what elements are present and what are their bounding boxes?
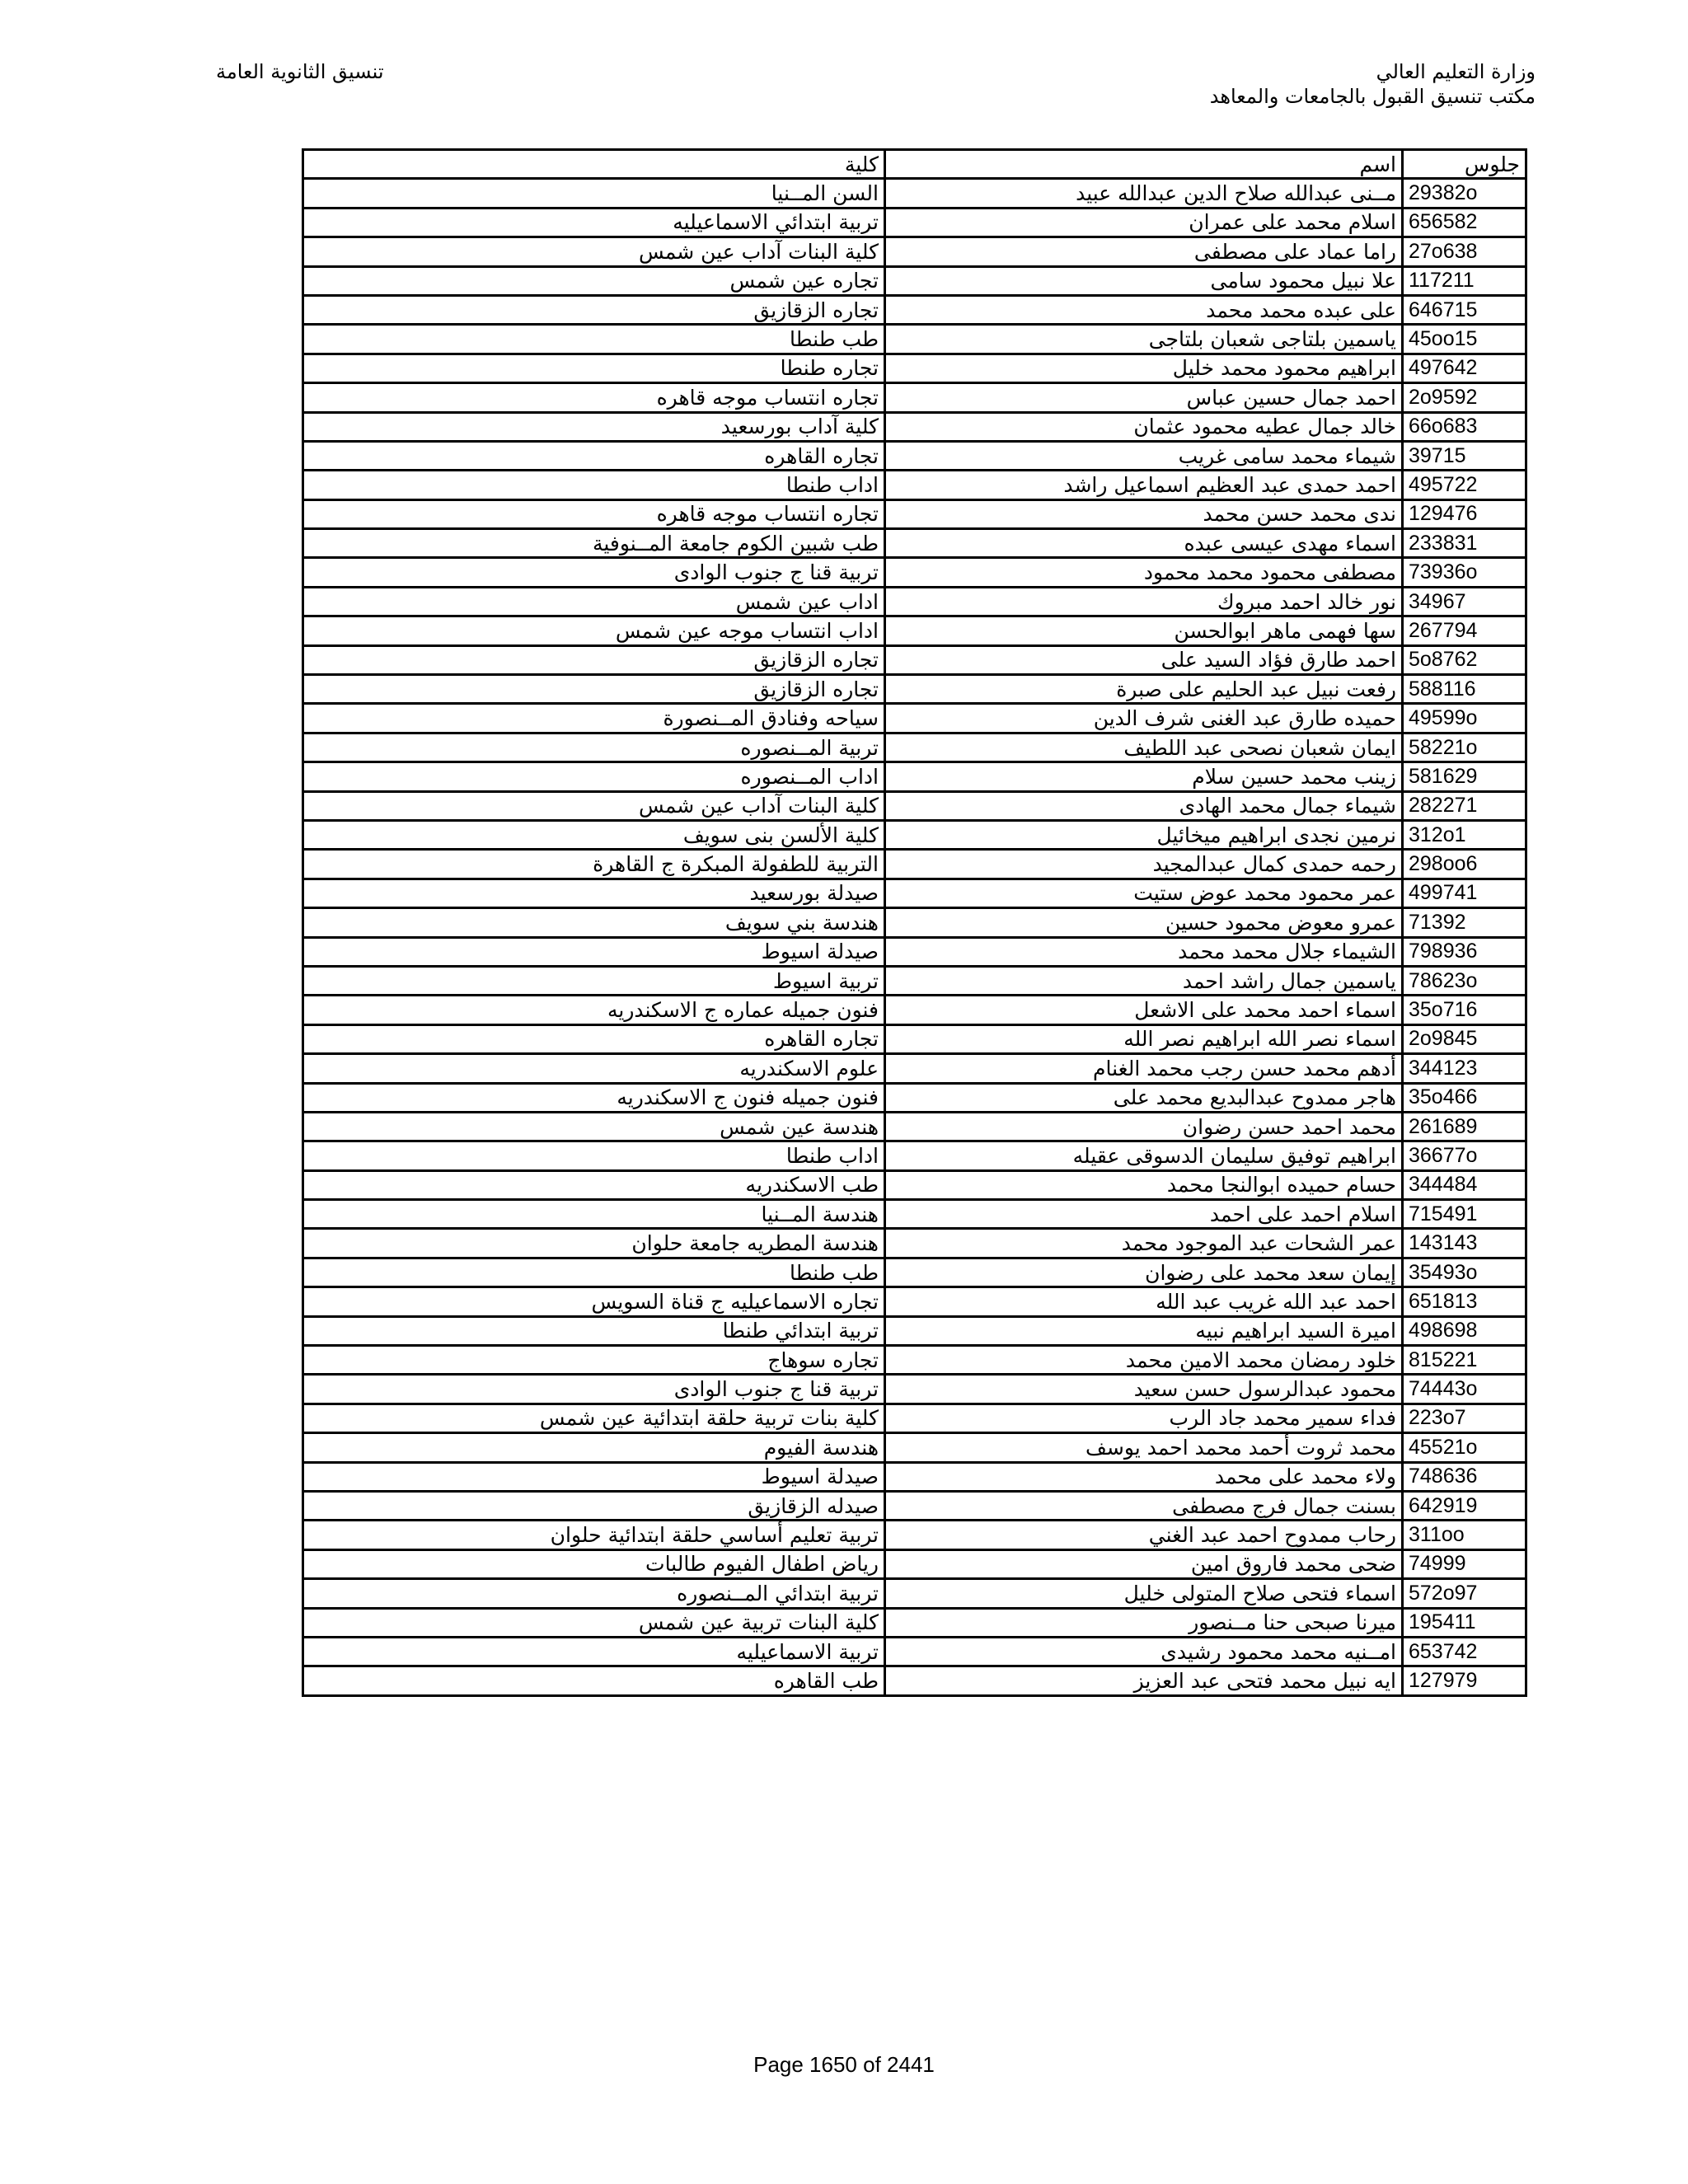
table-row [303,937,1526,966]
student-name: علا نبيل محمود سامى [885,266,1403,295]
college-name: تربية المــنصوره [303,733,885,762]
table-row [303,499,1526,528]
college-name: طب الاسكندريه [303,1170,885,1199]
student-name: ضحى محمد فاروق امين [885,1549,1403,1578]
student-name: نور خالد احمد مبروك [885,587,1403,616]
college-name: علوم الاسكندريه [303,1054,885,1083]
seat-number: 344123 [1403,1054,1526,1083]
college-name: تربية الاسماعيليه [303,1637,885,1666]
seat-number: 233831 [1403,529,1526,558]
college-name: تجاره الزقازيق [303,645,885,674]
table-row [303,1229,1526,1258]
table-row [303,1579,1526,1608]
table-row [303,733,1526,762]
student-name: ياسمين بلتاجى شعبان بلتاجى [885,325,1403,354]
seat-number: 581629 [1403,762,1526,791]
results-table [302,148,1527,1697]
seat-number: 71392 [1403,908,1526,937]
seat-number: 642919 [1403,1491,1526,1520]
seat-number: 35493o [1403,1258,1526,1286]
table-row [303,645,1526,674]
college-name: فنون جميله فنون ج الاسكندريه [303,1083,885,1112]
seat-number: 715491 [1403,1200,1526,1229]
seat-number: 815221 [1403,1346,1526,1375]
college-name: هندسة الفيوم [303,1433,885,1462]
seat-number: 223o7 [1403,1404,1526,1432]
table-row [303,1112,1526,1141]
seat-number: 27o638 [1403,237,1526,266]
table-row [303,1521,1526,1549]
table-row [303,996,1526,1024]
college-name: صيدلة بورسعيد [303,879,885,907]
student-name: رحمه حمدى كمال عبدالمجيد [885,850,1403,879]
seat-number: 651813 [1403,1287,1526,1316]
college-name: طب طنطا [303,325,885,354]
student-name: خالد جمال عطيه محمود عثمان [885,412,1403,441]
seat-number: 646715 [1403,295,1526,324]
college-name: تجاره القاهره [303,441,885,470]
seat-number: 36677o [1403,1141,1526,1170]
seat-number: 5o8762 [1403,645,1526,674]
seat-number: 49599o [1403,704,1526,733]
college-name: طب طنطا [303,1258,885,1286]
student-name: شيماء محمد سامى غريب [885,441,1403,470]
seat-number: 39715 [1403,441,1526,470]
student-name: فداء سمير محمد جاد الرب [885,1404,1403,1432]
table-row [303,587,1526,616]
student-name: اسماء مهدى عيسى عبده [885,529,1403,558]
college-name: تجاره انتساب موجه قاهره [303,383,885,412]
seat-number: 312o1 [1403,820,1526,849]
college-name: اداب طنطا [303,1141,885,1170]
seat-column-header: جلوس [1403,150,1526,179]
student-name: ابراهيم توفيق سليمان الدسوقى عقيله [885,1141,1403,1170]
student-name: امــنيه محمد محمود رشيدى [885,1637,1403,1666]
seat-number: 498698 [1403,1316,1526,1345]
table-row [303,354,1526,382]
college-name: اداب طنطا [303,471,885,499]
college-name: كلية بنات تربية حلقة ابتدائية عين شمس [303,1404,885,1432]
student-name: احمد عبد الله غريب عبد الله [885,1287,1403,1316]
seat-number: 267794 [1403,616,1526,645]
college-name: طب القاهره [303,1666,885,1695]
student-name: اسماء احمد محمد على الاشعل [885,996,1403,1024]
college-name: طب شبين الكوم جامعة المــنوفية [303,529,885,558]
table-row [303,1316,1526,1345]
table-row [303,675,1526,704]
results-table-body [303,150,1526,1696]
seat-number: 29382o [1403,179,1526,208]
college-name: فنون جميله عماره ج الاسكندريه [303,996,885,1024]
student-name: الشيماء جلال محمد محمد [885,937,1403,966]
table-row [303,1637,1526,1666]
seat-number: 73936o [1403,558,1526,587]
seat-number: 748636 [1403,1462,1526,1491]
table-row [303,791,1526,820]
table-row [303,908,1526,937]
table-row [303,325,1526,354]
student-name: مــنى عبدالله صلاح الدين عبدالله عبيد [885,179,1403,208]
college-name: تربية اسيوط [303,966,885,995]
student-name: شيماء جمال محمد الهادى [885,791,1403,820]
seat-number: 66o683 [1403,412,1526,441]
college-name: تجاره انتساب موجه قاهره [303,499,885,528]
seat-number: 2o9592 [1403,383,1526,412]
table-row [303,179,1526,208]
table-row [303,1024,1526,1053]
name-column-header: اسم [885,150,1403,179]
college-name: تربية ابتدائي الاسماعيليه [303,208,885,237]
college-name: اداب المــنصوره [303,762,885,791]
table-row [303,616,1526,645]
seat-number: 35o466 [1403,1083,1526,1112]
seat-number: 499741 [1403,879,1526,907]
ministry-title: وزارة التعليم العالي [1376,60,1536,83]
table-row [303,850,1526,879]
table-row [303,558,1526,587]
college-name: رياض اطفال الفيوم طالبات [303,1549,885,1578]
table-row [303,1258,1526,1286]
seat-number: 588116 [1403,675,1526,704]
seat-number: 117211 [1403,266,1526,295]
college-name: السن المــنيا [303,179,885,208]
college-name: تجاره عين شمس [303,266,885,295]
seat-number: 45521o [1403,1433,1526,1462]
table-row [303,441,1526,470]
seat-number: 2o9845 [1403,1024,1526,1053]
student-name: عمرو معوض محمود حسين [885,908,1403,937]
table-row [303,529,1526,558]
office-title: مكتب تنسيق القبول بالجامعات والمعاهد [1209,85,1536,108]
college-name: التربية للطفولة المبكرة ج القاهرة [303,850,885,879]
table-row [303,1608,1526,1637]
college-column-header: كلية [303,150,885,179]
seat-number: 143143 [1403,1229,1526,1258]
seat-number: 298oo6 [1403,850,1526,879]
college-name: هندسة عين شمس [303,1112,885,1141]
seat-number: 127979 [1403,1666,1526,1695]
seat-number: 261689 [1403,1112,1526,1141]
student-name: رحاب ممدوح احمد عبد الغني [885,1521,1403,1549]
student-name: على عبده محمد محمد [885,295,1403,324]
table-row [303,1170,1526,1199]
page-number: Page 1650 of 2441 [753,2052,935,2077]
college-name: تجاره القاهره [303,1024,885,1053]
college-name: صيدله الزقازيق [303,1491,885,1520]
college-name: اداب انتساب موجه عين شمس [303,616,885,645]
table-row [303,1549,1526,1578]
seat-number: 311oo [1403,1521,1526,1549]
seat-number: 195411 [1403,1608,1526,1637]
student-name: ابراهيم محمود محمد خليل [885,354,1403,382]
student-name: ياسمين جمال راشد احمد [885,966,1403,995]
seat-number: 34967 [1403,587,1526,616]
student-name: اسماء فتحى صلاح المتولى خليل [885,1579,1403,1608]
table-row [303,237,1526,266]
student-name: محمد ثروت أحمد محمد احمد يوسف [885,1433,1403,1462]
college-name: تربية قنا ج جنوب الوادى [303,558,885,587]
student-name: احمد جمال حسين عباس [885,383,1403,412]
student-name: محمود عبدالرسول حسن سعيد [885,1375,1403,1404]
college-name: تربية ابتدائي طنطا [303,1316,885,1345]
table-row [303,1433,1526,1462]
student-name: حسام حميده ابوالنجا محمد [885,1170,1403,1199]
header-ministry-block [1210,59,1536,109]
student-name: اسلام احمد على احمد [885,1200,1403,1229]
student-name: خلود رمضان محمد الامين محمد [885,1346,1403,1375]
table-row [303,1404,1526,1432]
college-name: كلية البنات آداب عين شمس [303,791,885,820]
college-name: كلية البنات آداب عين شمس [303,237,885,266]
student-name: زينب محمد حسين سلام [885,762,1403,791]
student-name: حميده طارق عبد الغنى شرف الدين [885,704,1403,733]
seat-number: 344484 [1403,1170,1526,1199]
table-row [303,1375,1526,1404]
table-header-row [303,150,1526,179]
college-name: كلية آداب بورسعيد [303,412,885,441]
student-name: احمد حمدى عبد العظيم اسماعيل راشد [885,471,1403,499]
seat-number: 282271 [1403,791,1526,820]
student-name: نرمين نجدى ابراهيم ميخائيل [885,820,1403,849]
college-name: صيدلة اسيوط [303,1462,885,1491]
student-name: اسلام محمد على عمران [885,208,1403,237]
table-row [303,820,1526,849]
student-name: عمر محمود محمد عوض ستيت [885,879,1403,907]
table-row [303,966,1526,995]
college-name: تربية قنا ج جنوب الوادى [303,1375,885,1404]
college-name: تجاره الزقازيق [303,295,885,324]
seat-number: 656582 [1403,208,1526,237]
seat-number: 78623o [1403,966,1526,995]
college-name: تجاره الزقازيق [303,675,885,704]
table-row [303,208,1526,237]
student-name: عمر الشحات عبد الموجود محمد [885,1229,1403,1258]
student-name: ندى محمد حسن محمد [885,499,1403,528]
table-row [303,383,1526,412]
seat-number: 74999 [1403,1549,1526,1578]
seat-number: 35o716 [1403,996,1526,1024]
college-name: سياحه وفنادق المــنصورة [303,704,885,733]
student-name: سها فهمى ماهر ابوالحسن [885,616,1403,645]
table-row [303,1462,1526,1491]
student-name: أدهم محمد حسن رجب محمد الغنام [885,1054,1403,1083]
seat-number: 45oo15 [1403,325,1526,354]
table-row [303,266,1526,295]
table-row [303,1491,1526,1520]
student-name: هاجر ممدوح عبدالبديع محمد على [885,1083,1403,1112]
student-name: مصطفى محمود محمد محمود [885,558,1403,587]
seat-number: 653742 [1403,1637,1526,1666]
table-row [303,1346,1526,1375]
seat-number: 798936 [1403,937,1526,966]
college-name: تربية تعليم أساسي حلقة ابتدائية حلوان [303,1521,885,1549]
student-name: ايه نبيل محمد فتحى عبد العزيز [885,1666,1403,1695]
table-row [303,879,1526,907]
table-row [303,412,1526,441]
college-name: صيدلة اسيوط [303,937,885,966]
college-name: اداب عين شمس [303,587,885,616]
student-name: إيمان سعد محمد على رضوان [885,1258,1403,1286]
student-name: احمد طارق فؤاد السيد على [885,645,1403,674]
college-name: كلية البنات تربية عين شمس [303,1608,885,1637]
table-row [303,1054,1526,1083]
table-row [303,295,1526,324]
student-name: ميرنا صبحى حنا مــنصور [885,1608,1403,1637]
table-row [303,1666,1526,1695]
student-name: ايمان شعبان نصحى عبد اللطيف [885,733,1403,762]
student-name: رفعت نبيل عبد الحليم على صبرة [885,675,1403,704]
seat-number: 495722 [1403,471,1526,499]
seat-number: 129476 [1403,499,1526,528]
coordination-title: تنسيق الثانوية العامة [216,60,384,83]
table-row [303,1141,1526,1170]
college-name: هندسة بني سويف [303,908,885,937]
college-name: تجاره الاسماعيليه ج قناة السويس [303,1287,885,1316]
college-name: تربية ابتدائي المــنصوره [303,1579,885,1608]
student-name: بسنت جمال فرج مصطفى [885,1491,1403,1520]
seat-number: 497642 [1403,354,1526,382]
student-name: اميرة السيد ابراهيم نبيه [885,1316,1403,1345]
seat-number: 74443o [1403,1375,1526,1404]
seat-number: 58221o [1403,733,1526,762]
table-row [303,471,1526,499]
table-row [303,1083,1526,1112]
college-name: تجاره سوهاج [303,1346,885,1375]
seat-number: 572o97 [1403,1579,1526,1608]
table-row [303,1287,1526,1316]
table-row [303,1200,1526,1229]
table-row [303,704,1526,733]
student-name: راما عماد على مصطفى [885,237,1403,266]
college-name: كلية الألسن بنى سويف [303,820,885,849]
college-name: تجاره طنطا [303,354,885,382]
table-row [303,762,1526,791]
student-name: اسماء نصر الله ابراهيم نصر الله [885,1024,1403,1053]
student-name: محمد احمد حسن رضوان [885,1112,1403,1141]
college-name: هندسة المطريه جامعة حلوان [303,1229,885,1258]
student-name: ولاء محمد على محمد [885,1462,1403,1491]
college-name: هندسة المــنيا [303,1200,885,1229]
